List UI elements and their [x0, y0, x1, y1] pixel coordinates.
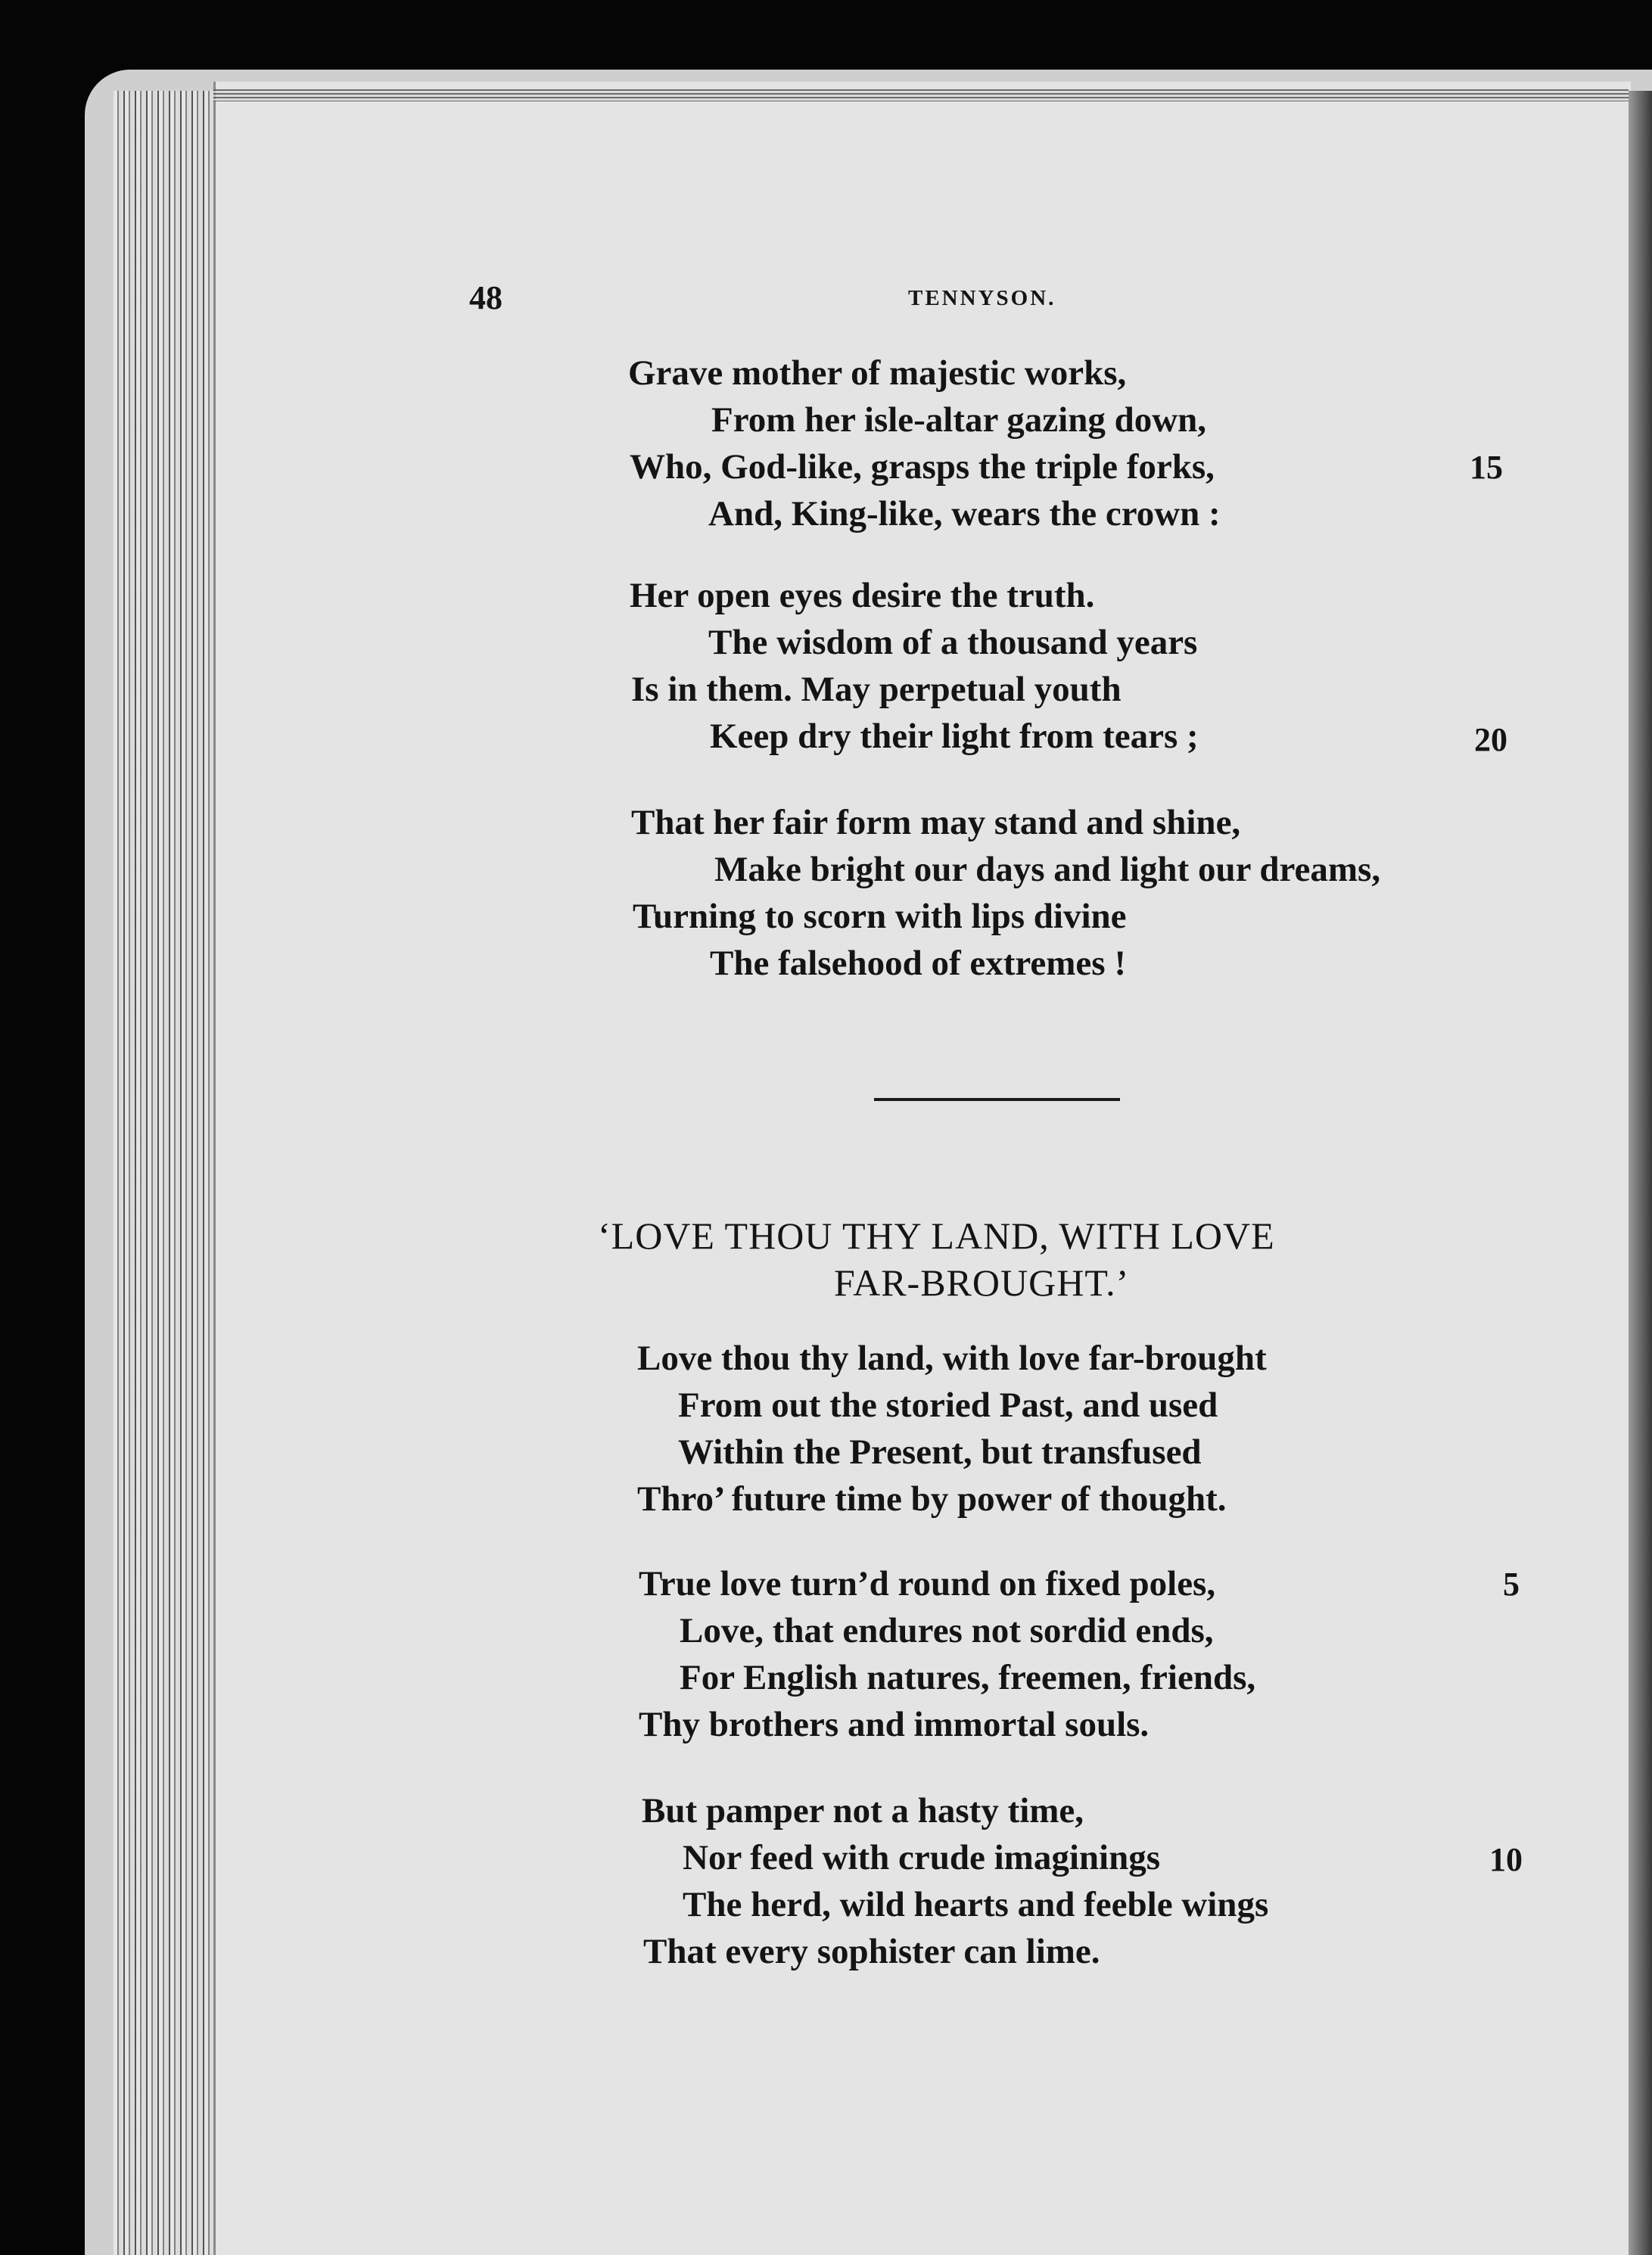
poem-line: Her open eyes desire the truth.: [630, 576, 1095, 615]
poem-line: The falsehood of extremes !: [710, 944, 1126, 983]
poem-line: Love, that endures not sordid ends,: [680, 1611, 1214, 1650]
poem-line: Keep dry their light from tears ;: [710, 717, 1199, 756]
poem-line: Thy brothers and immortal souls.: [639, 1705, 1150, 1744]
running-title: TENNYSON.: [908, 286, 1056, 310]
poem-line: Nor feed with crude imaginings: [683, 1838, 1161, 1877]
poem-line: Turning to scorn with lips divine: [633, 897, 1127, 936]
page-number: 48: [469, 279, 502, 316]
poem-line: That her fair form may stand and shine,: [631, 803, 1241, 842]
poem-line: But pamper not a hasty time,: [642, 1791, 1084, 1830]
poem-line: From her isle-altar gazing down,: [711, 400, 1207, 440]
line-number: 10: [1489, 1841, 1523, 1878]
poem-line: The wisdom of a thousand years: [708, 623, 1198, 662]
poem-line: And, King-like, wears the crown :: [708, 494, 1221, 533]
facing-page-edge: [1629, 91, 1652, 2255]
page-top-edge: [213, 89, 1629, 101]
line-number: 15: [1470, 449, 1503, 486]
poem-line: True love turn’d round on fixed poles,: [639, 1564, 1216, 1603]
poem-title-line-2: FAR-BROUGHT.’: [834, 1261, 1130, 1304]
section-divider: [874, 1098, 1120, 1101]
poem-line: Make bright our days and light our dreams,: [714, 850, 1381, 889]
poem-line: From out the storied Past, and used: [678, 1386, 1218, 1425]
poem-line: Love thou thy land, with love far-brought: [637, 1339, 1267, 1378]
poem-line: Within the Present, but transfused: [678, 1432, 1202, 1472]
poem-line: Is in them. May perpetual youth: [631, 670, 1122, 709]
page-edges: [114, 91, 227, 2255]
line-number: 5: [1503, 1566, 1520, 1603]
line-number: 20: [1474, 721, 1507, 758]
poem-title-line-1: ‘LOVE THOU THY LAND, WITH LOVE: [598, 1215, 1275, 1257]
poem-line: Who, God-like, grasps the triple forks,: [630, 447, 1215, 487]
poem-line: That every sophister can lime.: [643, 1932, 1100, 1971]
poem-line: Thro’ future time by power of thought.: [637, 1479, 1227, 1519]
poem-line: Grave mother of majestic works,: [628, 353, 1127, 393]
poem-line: For English natures, freemen, friends,: [680, 1658, 1256, 1697]
poem-line: The herd, wild hearts and feeble wings: [683, 1885, 1269, 1924]
